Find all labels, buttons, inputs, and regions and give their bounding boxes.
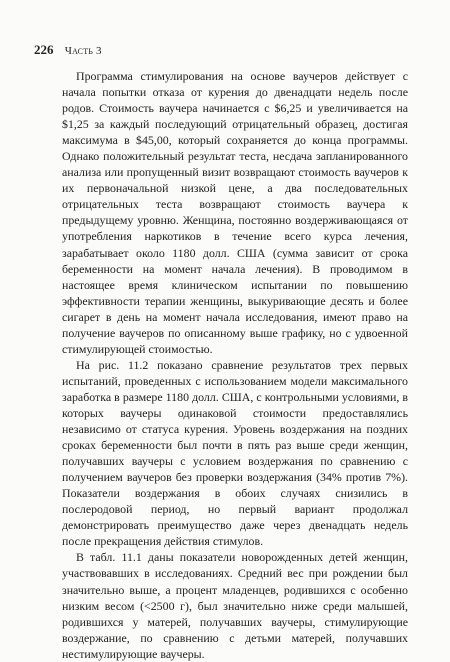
paragraph: На рис. 11.2 показано сравнение результатов трех первых испытаний, проведенных с использованием модели максимального заработка в размере 1180 долл. США, с контрольными условиями, в которых ваучеры одинаковой стоимости предоставлялись независимо от статуса курения. Уровень воздержания на поздних сроках беременности был почти в пять раз выше среди женщин, получавших ваучеры с условием воздержания по сравнению с получением ваучеров без проверки воздержания (34% против 7%). Показатели воздержания в обоих случаях снизились в послеродовой период, но первый вариант продолжал демонстрировать преимущество даже через двенадцать недель после прекращения действия стимулов. bbox=[62, 357, 408, 549]
paragraph: В табл. 11.1 даны показатели новорожденных детей женщин, участвовавших в исследованиях. Средний вес при рождении был значительно выше, а процент младенцев, родившихся с особенно низким весом (<2500 г), был значительно ниже среди малышей, родившихся у матерей, получавших ваучеры, стимулирующие воздержание, по сравнению с детьми матерей, получавших нестимулирующие ваучеры. bbox=[62, 550, 408, 661]
paragraph: Программа стимулирования на основе ваучеров действует с начала попытки отказа от курения до двенадцати недель после родов. Стоимость ваучера начинается с $6,25 и увеличивается на $1,25 за каждый последующий отрицательный образец, достигая максимума в $45,00, который сохраняется до конца программы. Однако положительный результат теста, несдача запланированного анализа или пропущенный визит возвращают стоимость ваучеров к их первоначальной низкой цене, а два последовательных отрицательных теста возвращают стоимость ваучера к предыдущему уровню. Женщина, постоянно воздерживающаяся от употребления наркотиков в течение всего курса лечения, зарабатывает около 1180 долл. США (сумма зависит от срока беременности на момент начала лечения). В проводимом в настоящее время клиническом испытании по повышению эффективности терапии женщины, выкуривающие десять и более сигарет в день на момент начала исследования, имеют право на получение ваучеров по описанному выше графику, но с удвоенной стимулирующей стоимостью. bbox=[62, 69, 408, 356]
body-text bbox=[62, 68, 408, 662]
chapter-title: Часть 3 bbox=[64, 45, 102, 57]
running-header bbox=[34, 42, 102, 58]
page-number: 226 bbox=[34, 42, 54, 57]
